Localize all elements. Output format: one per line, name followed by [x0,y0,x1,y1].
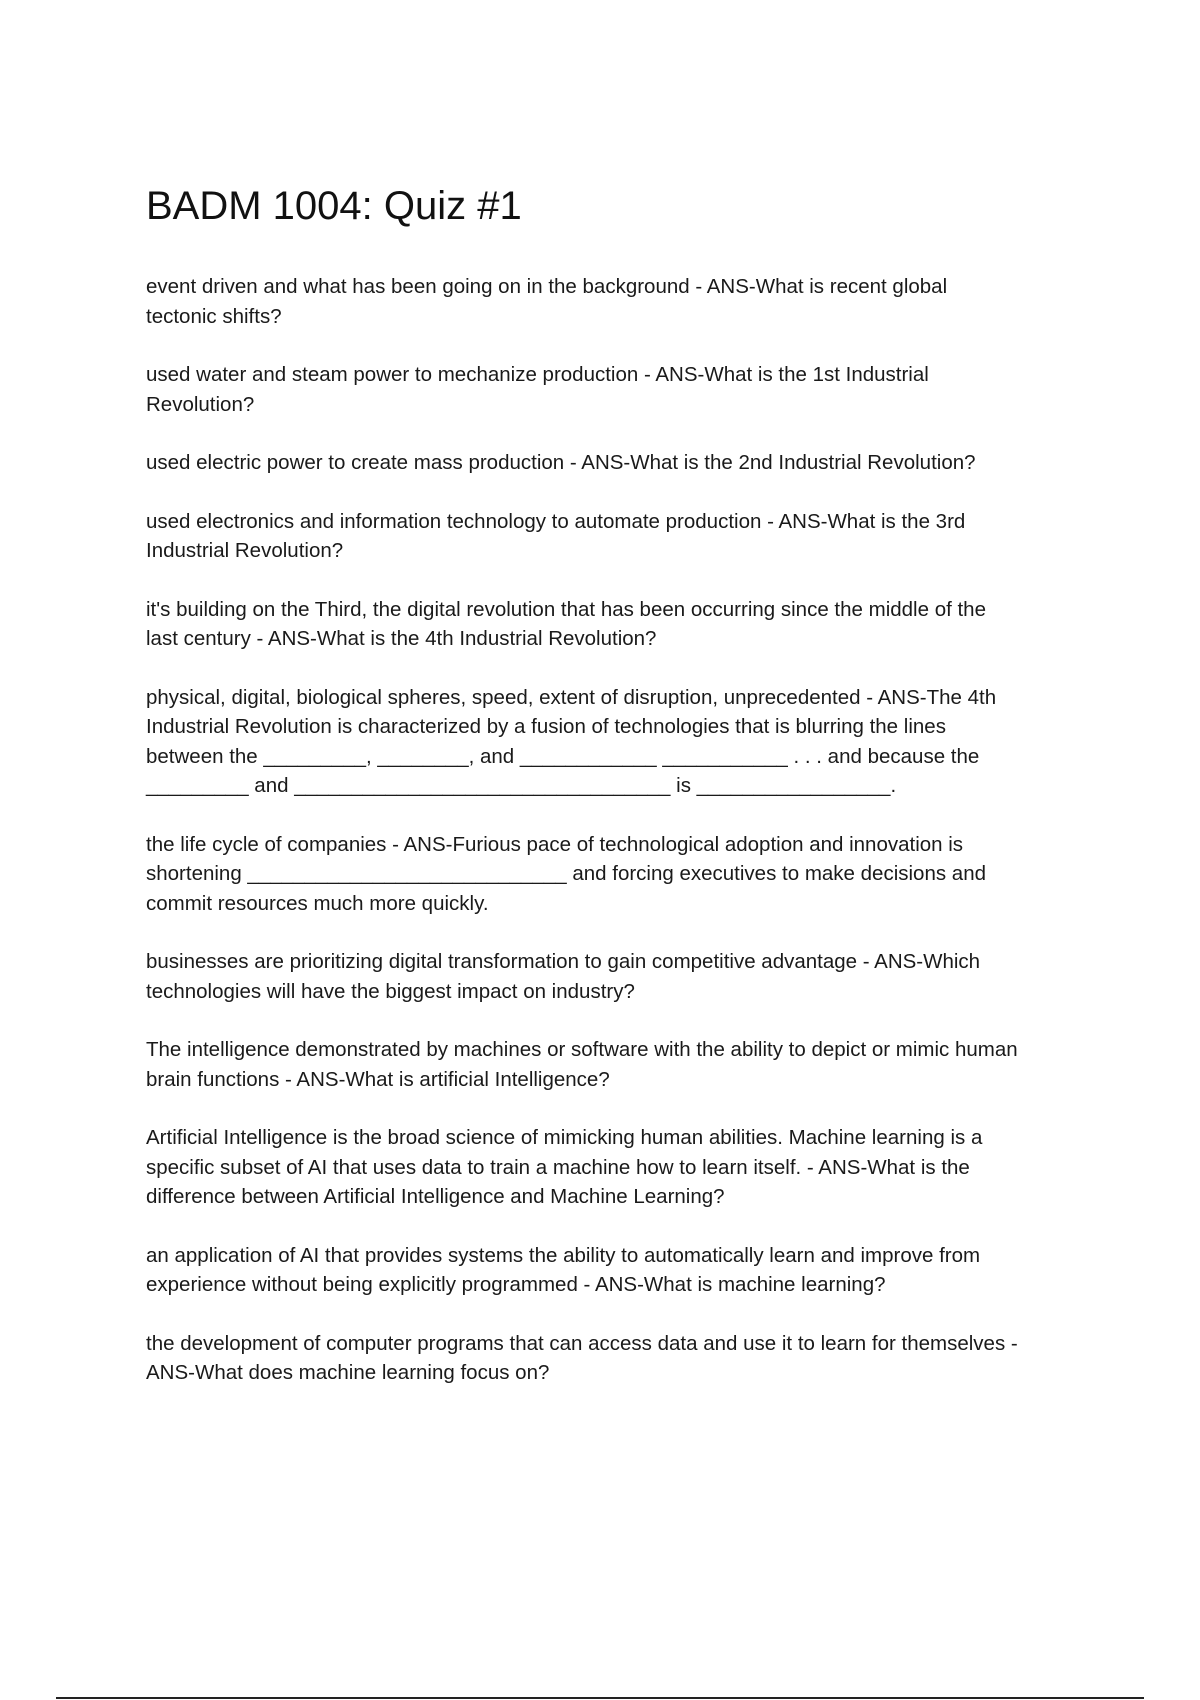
qa-item-8: businesses are prioritizing digital transformation to gain competitive advantage - ANS-Which technologies will have the biggest impact on industry? [146,950,981,1003]
page-title: BADM 1004: Quiz #1 [146,184,522,228]
footer-divider [56,1697,1144,1699]
qa-item-7: the life cycle of companies - ANS-Furious pace of technological adoption and innovation is shortening ____________________________ and forcing executives to make decisions and commit resources much more quickly. [146,832,987,915]
qa-item-5: it's building on the Third, the digital revolution that has been occurring since the middle of the last century - ANS-What is the 4th Industrial Revolution? [146,597,986,650]
qa-item-1: event driven and what has been going on in the background - ANS-What is recent global tectonic shifts? [146,275,948,328]
qa-item-6: physical, digital, biological spheres, speed, extent of disruption, unprecedented - ANS-The 4th Industrial Revolution is characterized by a fusion of technologies that is blurring the lines between the _________, ________, and ____________ ___________ . . . and because the _________ and _________________________________ is _________________. [146,685,997,797]
qa-item-9: The intelligence demonstrated by machines or software with the ability to depict or mimic human brain functions - ANS-What is artificial Intelligence? [146,1038,1018,1091]
qa-item-10: Artificial Intelligence is the broad science of mimicking human abilities. Machine learning is a specific subset of AI that uses data to train a machine how to learn itself. - ANS-What is the difference between Artificial Intelligence and Machine Learning? [146,1126,983,1208]
qa-item-4: used electronics and information technology to automate production - ANS-What is the 3rd Industrial Revolution? [146,509,966,562]
qa-item-11: an application of AI that provides systems the ability to automatically learn and improve from experience without being explicitly programmed - ANS-What is machine learning? [146,1243,981,1296]
qa-item-12: the development of computer programs that can access data and use it to learn for themselves - ANS-What does machine learning focus on? [146,1331,1018,1384]
qa-item-3: used electric power to create mass production - ANS-What is the 2nd Industrial Revolution? [146,451,976,474]
qa-item-2: used water and steam power to mechanize production - ANS-What is the 1st Industrial Revolution? [146,363,929,416]
qa-list [146,272,1096,1388]
document-page [146,178,1096,1417]
